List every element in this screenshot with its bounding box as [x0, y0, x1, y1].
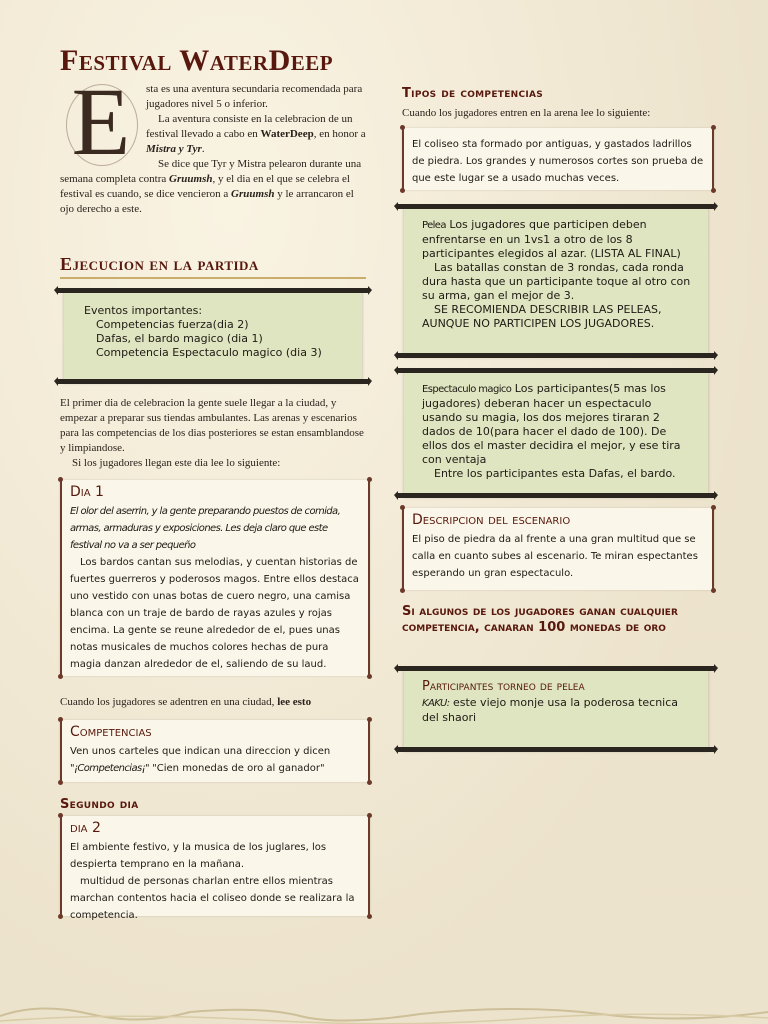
- intro-paragraph-1: sta es una aventura secundaria recomendada para jugadores nivel 5 o inferior.: [146, 83, 363, 110]
- coliseo-text: El coliseo sta formado por antiguas, y gastados ladrillos de piedra. Los grandes y numerosos cortes son prueba de que este lugar se a usado muchas veces.: [412, 139, 704, 184]
- dia2-paragraph-1: El ambiente festivo, y la musica de los juglares, los despierta temprano en la mañana.: [70, 842, 327, 870]
- pelea-description: Pelea Los jugadores que participen deben enfrentarse en un 1vs1 a otro de los 8 participantes elegidos al azar. (LISTA AL FINAL): [422, 218, 681, 260]
- pelea-recommendation: SE RECOMIENDA DESCRIBIR LAS PELEAS, AUNQUE NO PARTICIPEN LOS JUGADORES.: [422, 303, 662, 330]
- espectaculo-participants: Entre los participantes esta Dafas, el bardo.: [434, 467, 676, 480]
- dropcap-letter: E: [71, 68, 131, 175]
- event-item: Competencias fuerza(dia 2): [96, 318, 249, 331]
- intro-paragraph-3: Se dice que Tyr y Mistra pelearon durante una semana completa contra Gruumsh, y el dia en el que se celebra el festival es cuando, se dice vencieron a Gruumsh y le arrancaron el ojo derecho a este.: [60, 158, 362, 215]
- espectaculo-note: [404, 370, 708, 496]
- pelea-rules: Las batallas constan de 3 rondas, cada ronda dura hasta que un participante toque al otro con su arma, gan el mejor de 3.: [422, 261, 691, 302]
- dropcap: [60, 68, 142, 175]
- intro-section: [60, 68, 366, 217]
- torneo-heading: Participantes torneo de pelea: [422, 679, 585, 694]
- dropcap-ornament: [66, 84, 138, 166]
- lee-esto: lee esto: [277, 696, 312, 708]
- dia2-paragraph-2: multidud de personas charlan entre ellos mientras marchan contentos hacia el coliseo donde se realizara la competencia.: [70, 876, 355, 921]
- tipos-heading: Tipos de competencias: [402, 86, 544, 101]
- event-item: Dafas, el bardo magico (dia 1): [96, 332, 263, 345]
- ciudad-instruction: Cuando los jugadores se adentren en una ciudad, lee esto: [60, 696, 312, 708]
- dia2-readaloud-box: [60, 816, 370, 921]
- tipos-intro: Cuando los jugadores entren en la arena lee lo siguiente:: [402, 107, 651, 119]
- event-item: Competencia Espectaculo magico (dia 3): [96, 346, 322, 359]
- torneo-entry: KAKU: este viejo monje usa la poderosa tecnica del shaori: [422, 696, 679, 724]
- dia1-italic-text: El olor del aserrin, y la gente preparando puestos de comida, armas, armaduras y exposiciones. Les deja claro que este festival no va a ser pequeño: [70, 506, 341, 551]
- eventos-title: Eventos importantes:: [84, 304, 203, 317]
- competencias-quotes: "¡Competencias¡" "Cien monedas de oro al ganador": [70, 763, 325, 774]
- dia2-heading: dia 2: [70, 820, 101, 836]
- dia1-heading: Dia 1: [70, 484, 104, 500]
- ejecucion-text: [60, 396, 366, 471]
- footer-ornament: [0, 994, 768, 1024]
- ejecucion-heading-wrap: [60, 254, 366, 279]
- competencias-heading: Competencias: [70, 724, 152, 740]
- intro-paragraph-2: La aventura consiste en la celebracion de un festival llevado a cabo en WaterDeep, en honor a Mistra y Tyr.: [146, 113, 366, 155]
- eventos-note: [64, 290, 362, 382]
- espectaculo-description: Espectaculo magico Los participantes(5 mas los jugadores) deberan hacer un espectaculo usando su magia, los dos mejores tiraran 2 dados de 10(para hacer el dado de 100). De ellos dos el master decidira el mejor, y ese tira con ventaja: [422, 382, 681, 466]
- ejecucion-paragraph: El primer dia de celebracion la gente suele llegar a la ciudad, y empezar a preparar sus tiendas ambulantes. Las arenas y escenarios para las competencias de los dias posteriores se estan ensamblandose y limpiandose.: [60, 397, 364, 454]
- competencias-box: [60, 720, 370, 782]
- pelea-note: [404, 206, 708, 356]
- competencias-text: Ven unos carteles que indican una direccion y dicen: [70, 746, 331, 757]
- segundo-dia-heading: Segundo dia: [60, 797, 139, 812]
- escenario-box: [402, 508, 714, 590]
- premio-heading: Si algunos de los jugadores ganan cualquier competencia, canaran 100 monedas de oro: [402, 604, 678, 635]
- escenario-text: El piso de piedra da al frente a una gran multitud que se calla en cuanto subes al escenario. Te miran espectantes esperando un gran espectaculo.: [412, 534, 698, 579]
- dia1-readaloud-box: [60, 480, 370, 676]
- coliseo-box: [402, 128, 714, 190]
- page-title: Festival WaterDeep: [60, 44, 334, 77]
- escenario-heading: Descripcion del escenario: [412, 512, 571, 528]
- torneo-note: [404, 668, 708, 750]
- ejecucion-instruction: Si los jugadores llegan este dia lee lo siguiente:: [72, 457, 281, 469]
- dia1-body: Los bardos cantan sus melodias, y cuentan historias de fuertes guerreros y poderosos magos. Entre ellos destaca uno vestido con unas botas de cuero negro, una camisa blanca con un traje de bardo de rayas azules y rojas encima. La gente se reune alrededor de el, pues unas notas musicales de muchos colores hechas de pura magia danzan alrededor de el, saliendo de su laud.: [70, 557, 359, 670]
- ejecucion-heading: Ejecucion en la partida: [60, 254, 366, 279]
